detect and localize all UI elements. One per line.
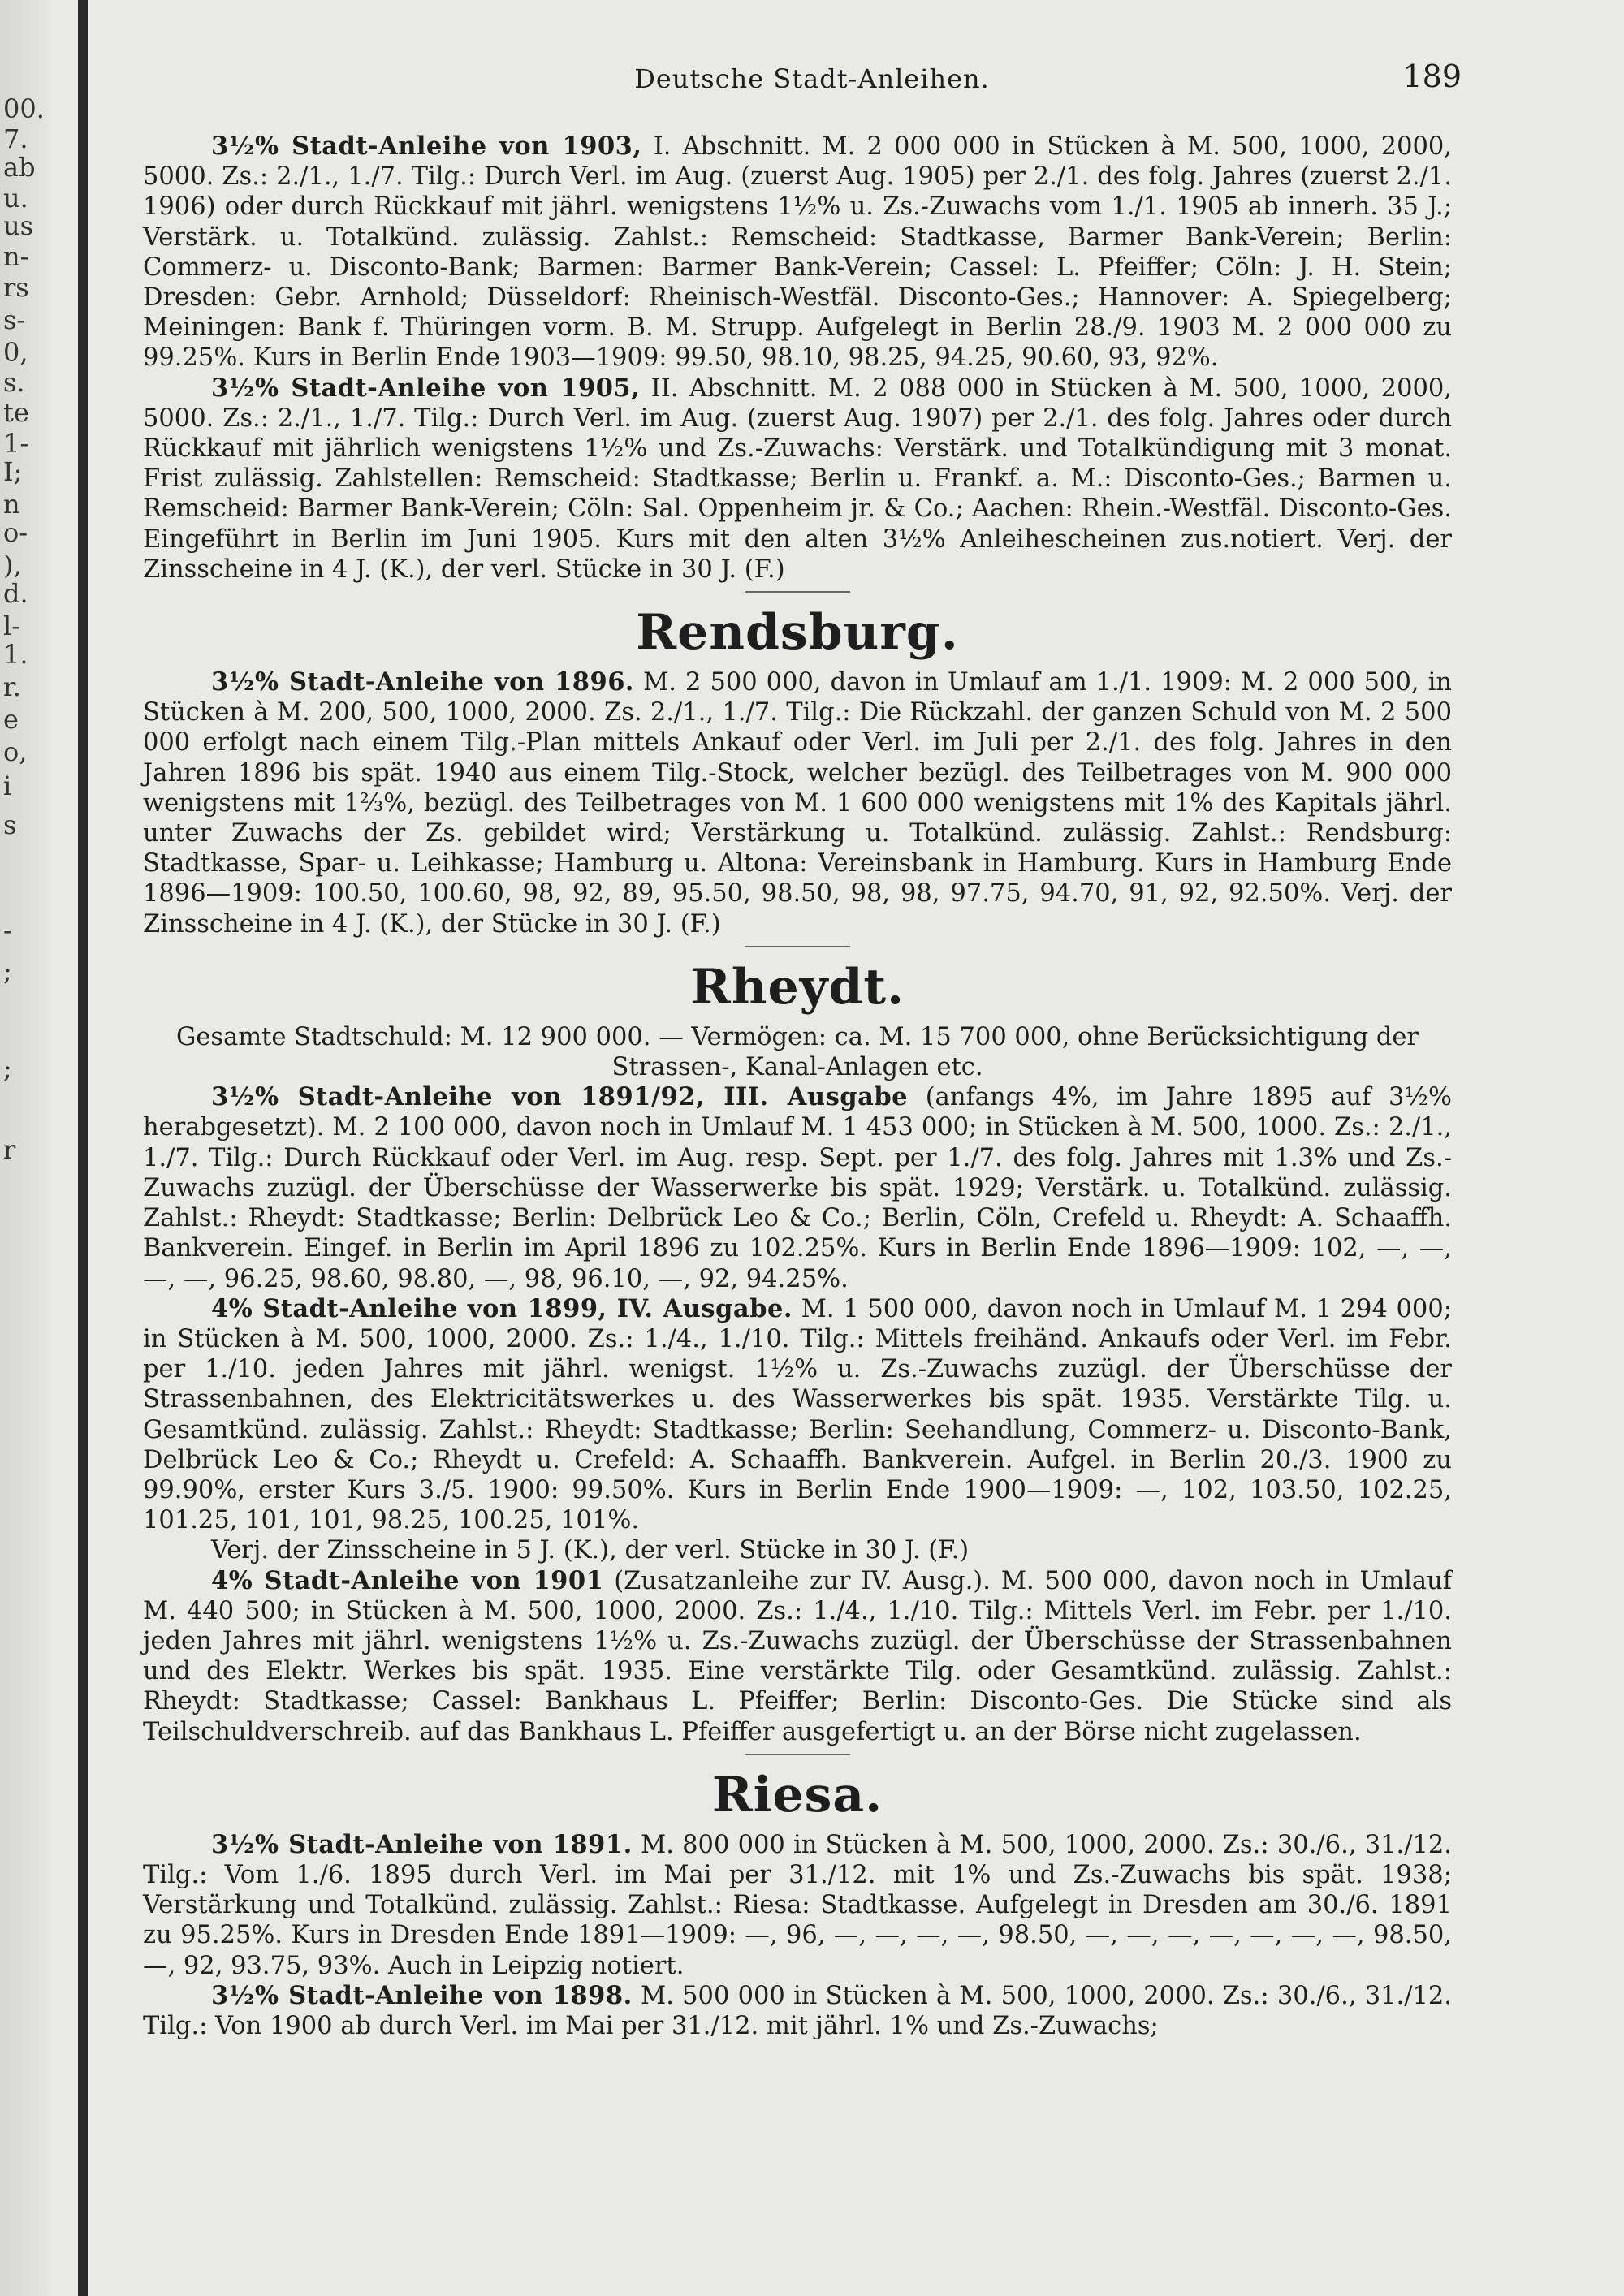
- city-heading: Rendsburg.: [636, 604, 959, 662]
- loan-details: II. Abschnitt. M. 2 088 000 in Stücken à M. 500, 1000, 2000, 5000. Zs.: 2./1., 1./7. Tilg.: Durch Verl. im Aug. (zuerst Aug. 1907) per 2./1. des folg. Jahres oder durch Rückkauf mit jährlich wenigstens 1½% und Zs.-Zuwachs: Verstärk. und Totalkündigung mit 3 monat. Frist zulässig. Zahlstellen: Remscheid: Stadtkasse; Berlin u. Frankf. a. M.: Disconto-Ges.; Barmen u. Remscheid: Barmer Bank-Verein; Cöln: Sal. Oppenheim jr. & Co.; Aachen: Rhein.-Westfäl. Disconto-Ges. Eingeführt in Berlin im Juni 1905. Kurs mit den alten 3½% Anleihescheinen zus.notiert. Verj. der Zinsscheine in 4 J. (K.), der verl. Stücke in 30 J. (F.): [143, 373, 1452, 584]
- city-heading: Riesa.: [711, 1766, 883, 1823]
- margin-fragment: o-: [3, 517, 28, 548]
- margin-fragment: u.: [3, 183, 28, 214]
- loan-title: 4% Stadt-Anleihe von 1901: [211, 1565, 604, 1595]
- loan-entry: [143, 1830, 1452, 1981]
- debt-summary: Gesamte Stadtschuld: M. 12 900 000. — Vermögen: ca. M. 15 700 000, ohne Berücksichtigung der Strassen-, Kanal-Anlagen etc.: [176, 1022, 1419, 1082]
- loan-details: (Zusatzanleihe zur IV. Ausg.). M. 500 000, davon noch in Umlauf M. 440 500; in Stücken à M. 500, 1000, 2000. Zs.: 1./4., 1./10. Tilg.: Mittels Verl. im Febr. per 1./10. jeden Jahres mit jährl. wenigstens 1½% u. Zs.-Zuwachs zuzügl. der Überschüsse der Strassenbahnen und des Elektr. Werkes bis spät. 1935. Eine verstärkte Tilg. oder Gesamtkünd. zulässig. Zahlst.: Rheydt: Stadtkasse; Cassel: Bankhaus L. Pfeiffer; Berlin: Disconto-Ges. Die Stücke sind als Teilschuldverschreib. auf das Bankhaus L. Pfeiffer ausgefertigt u. an der Börse nicht zugelassen.: [143, 1566, 1453, 1746]
- loan-entry: [143, 1535, 1452, 1565]
- loan-entry: [143, 1981, 1452, 2041]
- margin-fragment: 7.: [3, 123, 28, 154]
- margin-fragment: s: [3, 809, 17, 840]
- loan-details: M. 1 500 000, davon noch in Umlauf M. 1 294 000; in Stücken à M. 500, 1000, 2000. Zs.: 1./4., 1./10. Tilg.: Mittels freihänd. Ankaufs oder Verl. im Febr. per 1./10. jeden Jahres mit jährl. wenigst. 1½% u. Zs.-Zuwachs zuzügl. der Überschüsse der Strassenbahnen, des Elektricitätswerkes u. des Wasserwerkes bis spät. 1935. Verstärkte Tilg. u. Gesamtkünd. zulässig. Zahlst.: Rheydt: Stadtkasse; Berlin: Seehandlung, Commerz- u. Disconto-Bank, Delbrück Leo & Co.; Rheydt u. Crefeld: A. Schaaffh. Bankverein. Aufgel. in Berlin 20./3. 1900 zu 99.90%, erster Kurs 3./5. 1900: 99.50%. Kurs in Berlin Ende 1900—1909: —, 102, 103.50, 102.25, 101.25, 101, 101, 98.25, 100.25, 101%.: [143, 1294, 1453, 1535]
- margin-fragment: 0,: [3, 337, 28, 368]
- margin-fragment: -: [3, 915, 12, 946]
- section-divider: [745, 591, 850, 593]
- margin-fragment: i: [3, 770, 12, 801]
- margin-fragment: ),: [3, 550, 22, 580]
- margin-fragment: e: [3, 704, 19, 735]
- section-divider: [745, 946, 850, 947]
- margin-fragment: n: [3, 489, 20, 520]
- binding-edge-line: [78, 0, 88, 2296]
- loan-entry: [143, 1566, 1452, 1747]
- margin-fragment: s-: [3, 304, 26, 335]
- running-title: Deutsche Stadt-Anleihen.: [634, 63, 990, 94]
- loan-entry: [143, 1082, 1452, 1293]
- page-header: [162, 58, 1462, 94]
- loan-details: I. Abschnitt. M. 2 000 000 in Stücken à M. 500, 1000, 2000, 5000. Zs.: 2./1., 1./7. Tilg.: Durch Verl. im Aug. (zuerst Aug. 1905) per 2./1. des folg. Jahres (zuerst 2./1. 1906) oder durch Rückkauf mit jährl. wenigstens 1½% u. Zs.-Zuwachs vom 1./1. 1905 ab innerh. 35 J.; Verstärk. u. Totalkünd. zulässig. Zahlst.: Remscheid: Stadtkasse, Barmer Bank-Verein; Berlin: Commerz- u. Disconto-Bank; Barmen: Barmer Bank-Verein; Cassel: L. Pfeiffer; Cöln: J. H. Stein; Dresden: Gebr. Arnhold; Düsseldorf: Rheinisch-Westfäl. Disconto-Ges.; Hannover: A. Spiegelberg; Meiningen: Bank f. Thüringen vorm. B. M. Strupp. Aufgelegt in Berlin 28./9. 1903 M. 2 000 000 zu 99.25%. Kurs in Berlin Ende 1903—1909: 99.50, 98.10, 98.25, 94.25, 90.60, 93, 92%.: [143, 132, 1452, 373]
- loan-entry: [143, 1294, 1452, 1536]
- loan-title: 3½% Stadt-Anleihe von 1903,: [211, 132, 642, 161]
- margin-fragment: n-: [3, 241, 29, 272]
- margin-fragment: ab: [3, 152, 36, 183]
- loan-entry: [143, 373, 1452, 585]
- margin-fragment: r: [3, 1134, 16, 1165]
- margin-fragment: 1.: [3, 639, 28, 670]
- margin-fragment: I;: [3, 456, 23, 487]
- loan-entry: [143, 132, 1452, 373]
- margin-fragment: ;: [3, 1053, 12, 1084]
- section-divider: [745, 1754, 850, 1755]
- loan-title: 3½% Stadt-Anleihe von 1891.: [211, 1829, 633, 1859]
- loan-title: 4% Stadt-Anleihe von 1899, IV. Ausgabe.: [211, 1293, 793, 1323]
- margin-fragment: ;: [3, 956, 12, 986]
- margin-fragment: o,: [3, 736, 28, 767]
- loan-details: (anfangs 4%, im Jahre 1895 auf 3½% herabgesetzt). M. 2 100 000, davon noch in Umlauf M. 1 453 000; in Stücken à M. 500, 1000. Zs.: 2./1., 1./7. Tilg.: Durch Rückkauf oder Verl. im Aug. resp. Sept. per 1./7. des folg. Jahres mit 1.3% und Zs.-Zuwachs zuzügl. der Überschüsse der Wasserwerke bis spät. 1929; Verstärk. u. Totalkünd. zulässig. Zahlst.: Rheydt: Stadtkasse; Berlin: Delbrück Leo & Co.; Berlin, Cöln, Crefeld u. Rheydt: A. Schaaffh. Bankverein. Eingef. in Berlin im April 1896 zu 102.25%. Kurs in Berlin Ende 1896—1909: 102, —, —, —, —, 96.25, 98.60, 98.80, —, 98, 96.10, —, 92, 94.25%.: [143, 1083, 1452, 1293]
- margin-fragment: rs: [3, 272, 29, 303]
- loan-details: Verj. der Zinsscheine in 5 J. (K.), der verl. Stücke in 30 J. (F.): [211, 1536, 970, 1565]
- margin-fragment: s.: [3, 367, 25, 398]
- margin-fragment: 1-: [3, 428, 29, 459]
- loan-details: M. 2 500 000, davon in Umlauf am 1./1. 1909: M. 2 000 500, in Stücken à M. 200, 500, 1000, 2000. Zs. 2./1., 1./7. Tilg.: Die Rückzahl. der ganzen Schuld von M. 2 500 000 erfolgt nach einem Tilg.-Plan mittels Ankauf oder Verl. im Juli per 2./1. des folg. Jahres in den Jahren 1896 bis spät. 1940 aus einem Tilg.-Stock, welcher bezügl. des Teilbetrages von M. 900 000 wenigstens mit 1⅔%, bezügl. des Teilbetrages von M. 1 600 000 wenigstens mit 1% des Kapitals jährl. unter Zuwachs der Zs. gebildet wird; Verstärkung u. Totalkünd. zulässig. Zahlst.: Rendsburg: Stadtkasse, Spar- u. Leihkasse; Hamburg u. Altona: Vereinsbank in Hamburg. Kurs in Hamburg Ende 1896—1909: 100.50, 100.60, 98, 92, 89, 95.50, 98.50, 98, 98, 97.75, 94.70, 91, 92, 92.50%. Verj. der Zinsscheine in 4 J. (K.), der Stücke in 30 J. (F.): [143, 668, 1452, 939]
- city-heading: Rheydt.: [689, 958, 905, 1016]
- loan-title: 3½% Stadt-Anleihe von 1896.: [211, 667, 635, 697]
- margin-fragment: us: [3, 210, 34, 241]
- margin-fragment: d.: [3, 578, 28, 609]
- loan-title: 3½% Stadt-Anleihe von 1898.: [211, 1980, 633, 2010]
- page-number: 189: [1402, 58, 1462, 94]
- loan-title: 3½% Stadt-Anleihe von 1905,: [211, 373, 641, 403]
- page-body: [143, 132, 1452, 2041]
- loan-details: M. 800 000 in Stücken à M. 500, 1000, 2000. Zs.: 30./6., 31./12. Tilg.: Vom 1./6. 1895 durch Verl. im Mai per 31./12. mit 1% und Zs.-Zuwachs bis spät. 1938; Verstärkung und Totalkünd. zulässig. Zahlst.: Riesa: Stadtkasse. Aufgelegt in Dresden am 30./6. 1891 zu 95.25%. Kurs in Dresden Ende 1891—1909: —, 96, —, —, —, —, 98.50, —, —, —, —, —, —, —, 98.50, —, 92, 93.75, 93%. Auch in Leipzig notiert.: [143, 1830, 1452, 1980]
- margin-fragment: r.: [3, 671, 21, 702]
- margin-fragment: te: [3, 397, 29, 428]
- margin-fragment: 00.: [3, 93, 45, 124]
- margin-fragment: l-: [3, 611, 21, 641]
- loan-details: M. 500 000 in Stücken à M. 500, 1000, 2000. Zs.: 30./6., 31./12. Tilg.: Von 1900 ab durch Verl. im Mai per 31./12. mit jährl. 1% und Zs.-Zuwachs;: [143, 1981, 1452, 2040]
- loan-entry: [143, 667, 1452, 939]
- loan-title: 3½% Stadt-Anleihe von 1891/92, III. Ausgabe: [211, 1082, 909, 1112]
